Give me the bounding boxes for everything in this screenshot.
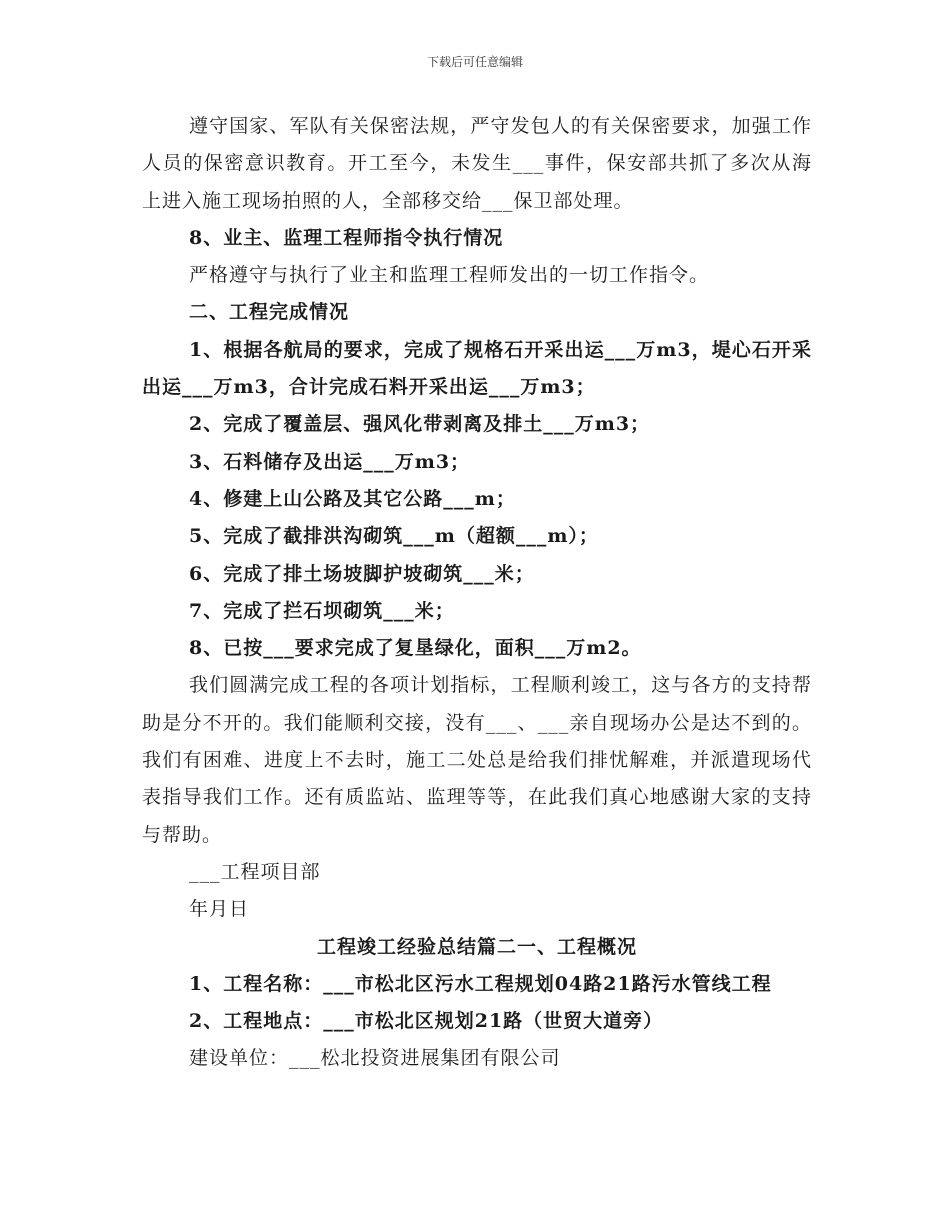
item-reclamation: 8、已按___要求完成了复垦绿化，面积___万m2。 [189, 637, 642, 660]
item-quarry-transport: 1、根据各航局的要求，完成了规格石开采出运___万m3，堤心石开采出运___万m3，合计完成石料开采出运___万m3； [142, 338, 812, 399]
item-project-name: 1、工程名称：___市松北区污水工程规划04路21路污水管线工程 [189, 972, 772, 995]
item-overburden-removal: 2、完成了覆盖层、强风化带剥离及排土___万m3； [189, 413, 651, 436]
item-project-location: 2、工程地点：___市松北区规划21路（世贸大道旁） [189, 1010, 664, 1033]
paragraph-instruction-compliance: 严格遵守与执行了业主和监理工程师发出的一切工作指令。 [189, 264, 710, 287]
item-construction-unit: 建设单位：___松北投资进展集团有限公司 [189, 1047, 561, 1070]
item-road-construction: 4、修建上山公路及其它公路___m； [189, 487, 516, 510]
heading-completion-status: 二、工程完成情况 [189, 301, 350, 324]
signature-date: 年月日 [189, 898, 250, 921]
heading-instruction-execution: 8、业主、监理工程师指令执行情况 [189, 226, 504, 249]
item-flood-ditch: 5、完成了截排洪沟砌筑___m（超额___m）； [189, 525, 599, 548]
signature-project-dept: ___工程项目部 [189, 860, 321, 883]
item-retaining-dam: 7、完成了拦石坝砌筑___米； [189, 599, 455, 622]
paragraph-acknowledgement: 我们圆满完成工程的各项计划指标，工程顺利竣工，这与各方的支持帮助是分不开的。我们能顺利交接，没有___、___亲自现场办公是达不到的。我们有困难、进度上不去时，施工二处总是给我们排忧解难，并派遣现场代表指导我们工作。还有质监站、监理等等，在此我们真心地感谢大家的支持与帮助。 [142, 674, 812, 846]
document-body [142, 108, 812, 1078]
page-header-note: 下载后可任意编辑 [426, 55, 523, 69]
paragraph-confidentiality: 遵守国家、军队有关保密法规，严守发包人的有关保密要求，加强工作人员的保密意识教育。开工至今，未发生___事件，保安部共抓了多次从海上进入施工现场拍照的人，全部移交给___保卫部处理。 [142, 115, 812, 212]
section-title-part-two: 工程竣工经验总结篇二一、工程概况 [316, 935, 637, 958]
item-slope-protection: 6、完成了排土场坡脚护坡砌筑___米； [189, 562, 535, 585]
item-stone-storage: 3、石料储存及出运___万m3； [189, 450, 471, 473]
